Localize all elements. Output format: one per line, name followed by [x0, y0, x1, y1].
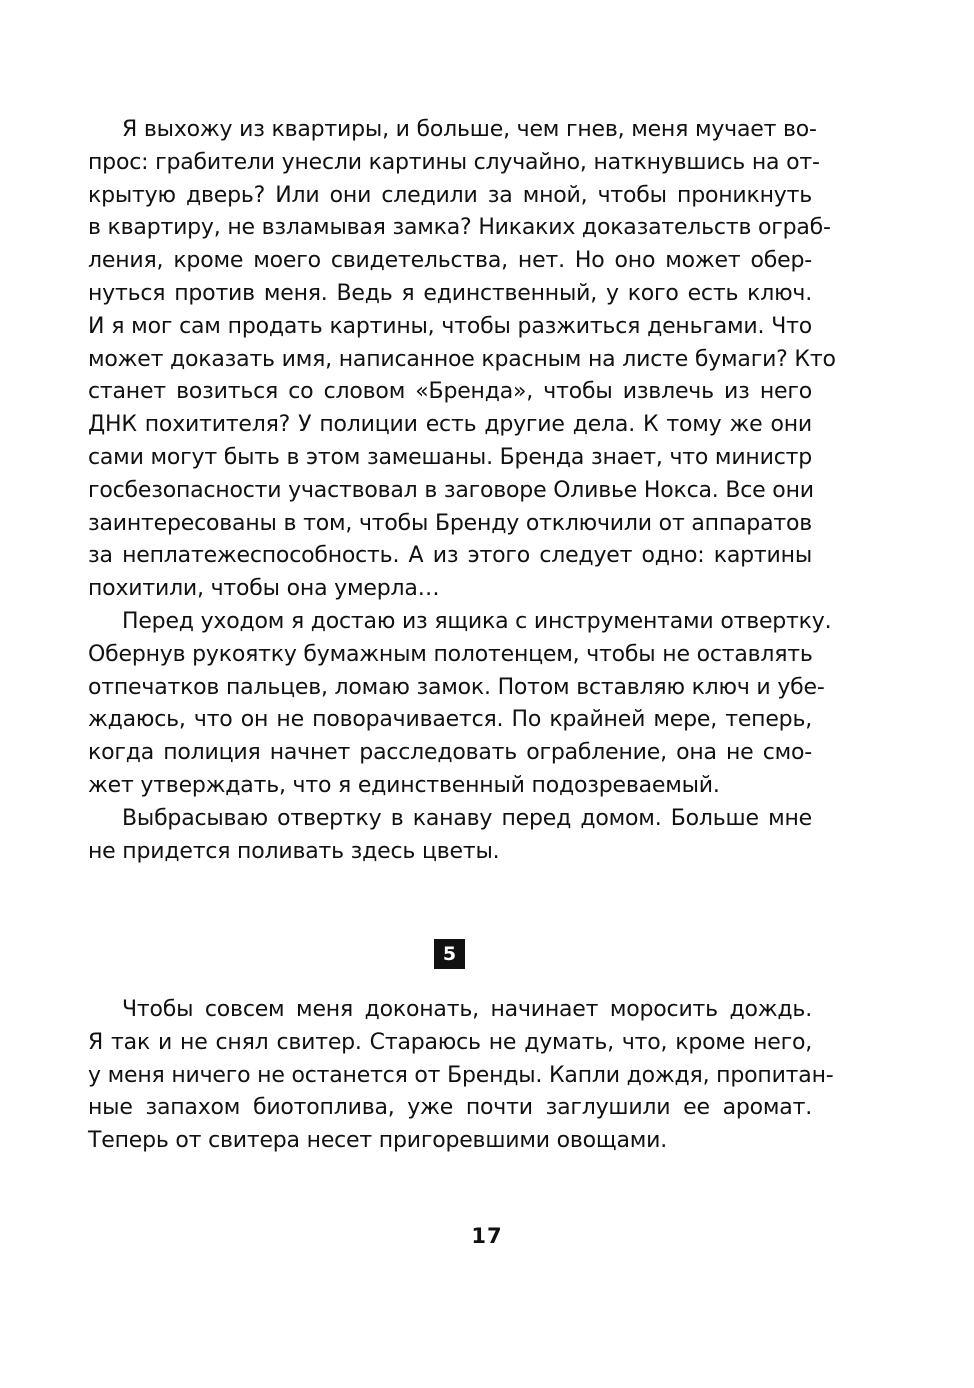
text-line: ДНК похитителя? У полиции есть другие дела. К тому же они — [88, 412, 812, 438]
text-line: не придется поливать здесь цветы. — [88, 838, 500, 864]
text-line: станет возиться со словом «Бренда», чтобы извлечь из него — [88, 379, 812, 405]
text-line: Теперь от свитера несет пригоревшими овощами. — [88, 1128, 668, 1154]
text-line: Перед уходом я достаю из ящика с инструментами отвертку. — [122, 608, 832, 634]
text-line: Я выхожу из квартиры, и больше, чем гнев, меня мучает во- — [122, 117, 817, 142]
text-line: Обернув рукоятку бумажным полотенцем, чтобы не оставлять — [88, 641, 813, 667]
text-line: Чтобы совсем меня доконать, начинает моросить дождь. — [122, 997, 812, 1022]
text-line: сами могут быть в этом замешаны. Бренда знает, что министр — [88, 444, 812, 470]
text-line: госбезопасности участвовал в заговоре Оливье Нокса. Все они — [88, 477, 814, 503]
text-line: прос: грабители унесли картины случайно, наткнувшись на от- — [88, 149, 820, 175]
chapter-number-badge: 5 — [434, 939, 465, 969]
text-line: у меня ничего не останется от Бренды. Капли дождя, пропитан- — [88, 1062, 834, 1088]
text-line: отпечатков пальцев, ломаю замок. Потом вставляю ключ и убе- — [88, 674, 825, 700]
text-line: И я мог сам продать картины, чтобы разжиться деньгами. Что — [88, 313, 812, 339]
text-line: ждаюсь, что он не поворачивается. По крайней мере, теперь, — [88, 707, 812, 733]
text-line: крытую дверь? Или они следили за мной, чтобы проникнуть — [88, 182, 812, 208]
text-line: жет утверждать, что я единственный подозреваемый. — [88, 772, 720, 798]
text-line: когда полиция начнет расследовать ограбление, она не смо- — [88, 740, 812, 766]
text-line: Я так и не снял свитер. Стараюсь не думать, что, кроме него, — [88, 1029, 812, 1055]
text-line: Выбрасываю отвертку в канаву перед домом. Больше мне — [122, 805, 812, 831]
text-line: ления, кроме моего свидетельства, нет. Но оно может обер- — [88, 248, 812, 274]
text-line: заинтересованы в том, чтобы Бренду отключили от аппаратов — [88, 510, 812, 536]
text-line: похитили, чтобы она умерла… — [88, 576, 440, 602]
text-line: может доказать имя, написанное красным на листе бумаги? Кто — [88, 346, 836, 372]
text-line: за неплатежеспособность. А из этого следует одно: картины — [88, 543, 812, 569]
text-line: нуться против меня. Ведь я единственный, у кого есть ключ. — [88, 280, 812, 306]
text-block-after-chapter — [88, 994, 834, 1158]
text-block-before-chapter — [88, 114, 836, 868]
text-line: ные запахом биотоплива, уже почти заглушили ее аромат. — [88, 1095, 812, 1121]
page-number: 17 — [471, 1224, 503, 1248]
text-line: в квартиру, не взламывая замка? Никаких доказательств ограб- — [88, 215, 831, 241]
